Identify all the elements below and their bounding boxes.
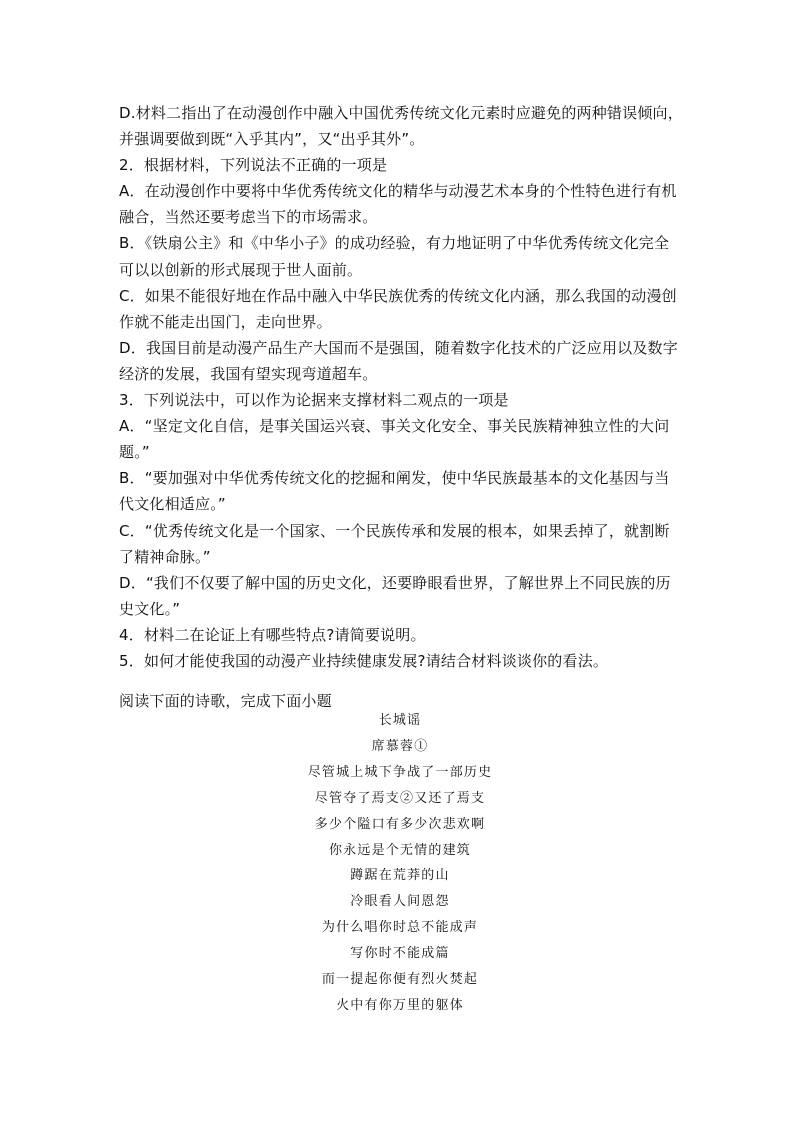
poem-line: 写你时不能成篇 xyxy=(350,946,450,962)
q3-option-b-line2: 代文化相适应。” xyxy=(119,495,226,514)
poem-line: 你永远是个无情的建筑 xyxy=(328,842,471,858)
poem-line: 为什么唱你时总不能成声 xyxy=(321,920,479,936)
q3-stem: 3．下列说法中，可以作为论据来支撑材料二观点的一项是 xyxy=(119,391,509,410)
q3-option-d-line2: 史文化。” xyxy=(119,599,181,618)
section-gap xyxy=(119,674,684,688)
poem xyxy=(200,708,600,1019)
poem-line: 火中有你万里的躯体 xyxy=(336,997,464,1013)
poem-line: 而一提起你便有烈火焚起 xyxy=(321,972,479,988)
q3-option-d-line1: D．“我们不仅要了解中国的历史文化，还要睁眼看世界，了解世界上不同民族的历 xyxy=(119,573,671,592)
poem-title: 长城谣 xyxy=(378,713,422,728)
q5-question: 5．如何才能使我国的动漫产业持续健康发展?请结合材料谈谈你的看法。 xyxy=(119,651,609,670)
q3-option-c-line1: C．“优秀传统文化是一个国家、一个民族传承和发展的根本，如果丢掉了，就割断 xyxy=(119,521,670,540)
poem-line: 尽管城上城下争战了一部历史 xyxy=(307,764,493,780)
q2-stem: 2．根据材料，下列说法不正确的一项是 xyxy=(119,156,388,175)
q4-question: 4．材料二在论证上有哪些特点?请简要说明。 xyxy=(119,625,426,644)
q2-option-c-line1: C．如果不能很好地在作品中融入中华民族优秀的传统文化内涵，那么我国的动漫创 xyxy=(119,286,677,305)
q2-option-c-line2: 作就不能走出国门，走向世界。 xyxy=(119,312,332,331)
poem-line: 尽管夺了焉支②又还了焉支 xyxy=(314,790,486,806)
q1-option-d-line2: 并强调要做到既“入乎其内”，又“出乎其外”。 xyxy=(119,130,425,149)
q3-option-a-line1: A．“坚定文化自信，是事关国运兴衰、事关文化安全、事关民族精神独立性的大问 xyxy=(119,417,670,436)
q3-option-c-line2: 了精神命脉。” xyxy=(119,547,211,566)
poem-line: 蹲踞在荒莽的山 xyxy=(350,868,450,884)
q2-option-a-line2: 融合，当然还要考虑当下的市场需求。 xyxy=(119,208,378,227)
poem-instruction: 阅读下面的诗歌，完成下面小题 xyxy=(119,692,332,711)
q3-option-a-line2: 题。” xyxy=(119,443,150,462)
q2-option-b-line1: B．《铁扇公主》和《中华小子》的成功经验，有力地证明了中华优秀传统文化完全 xyxy=(119,234,670,253)
q2-option-b-line2: 可以以创新的形式展现于世人面前。 xyxy=(119,260,363,279)
q2-option-d-line1: D．我国目前是动漫产品生产大国而不是强国，随着数字化技术的广泛应用以及数字 xyxy=(119,338,678,357)
q2-option-a-line1: A．在动漫创作中要将中华优秀传统文化的精华与动漫艺术本身的个性特色进行有机 xyxy=(119,182,677,201)
q1-option-d-line1: D.材料二指出了在动漫创作中融入中国优秀传统文化元素时应避免的两种错误倾向， xyxy=(119,104,683,122)
poem-line: 冷眼看人间恩怨 xyxy=(350,894,450,910)
q3-option-b-line1: B．“要加强对中华优秀传统文化的挖掘和阐发，使中华民族最基本的文化基因与当 xyxy=(119,469,670,488)
question-block xyxy=(119,100,684,714)
q2-option-d-line2: 经济的发展，我国有望实现弯道超车。 xyxy=(119,364,378,383)
poem-line: 多少个隘口有多少次悲欢啊 xyxy=(314,816,486,832)
poem-author: 席慕蓉① xyxy=(371,738,429,754)
